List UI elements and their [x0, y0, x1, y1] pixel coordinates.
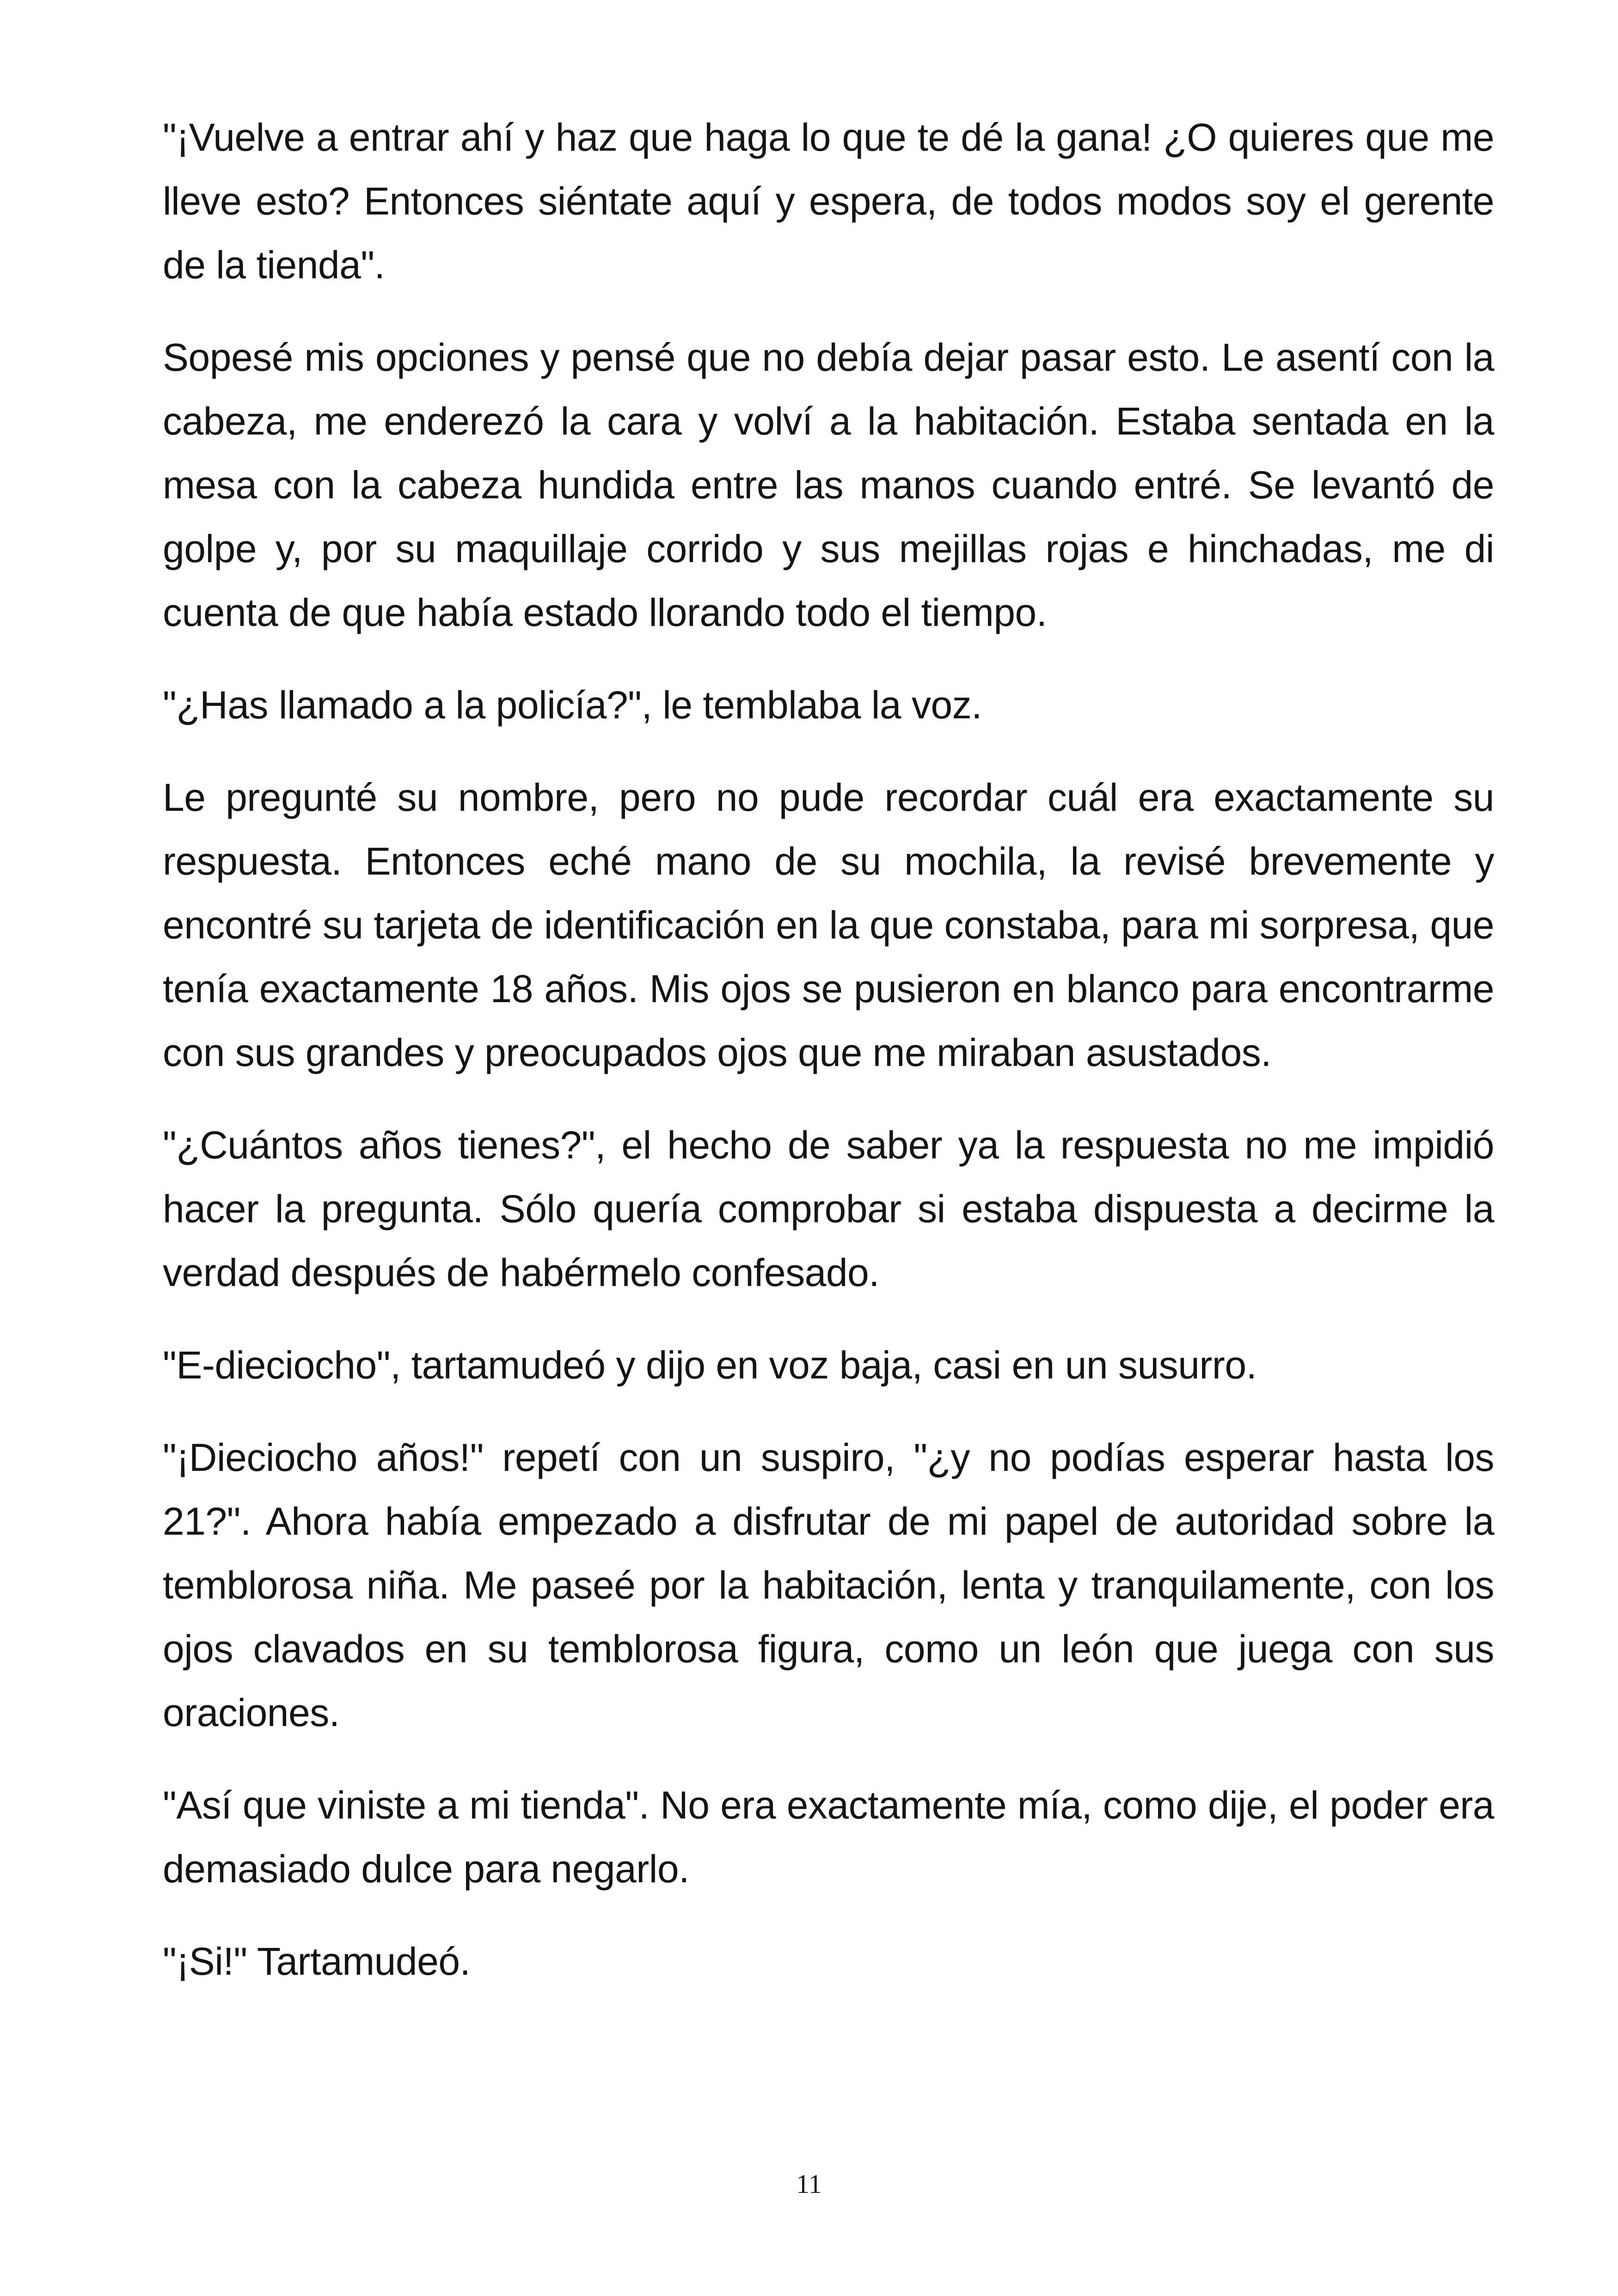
body-text: [163, 105, 1494, 2022]
paragraph-8: "Así que viniste a mi tienda". No era exactamente mía, como dije, el poder era demasiado dulce para negarlo.: [163, 1783, 1494, 1891]
paragraph-1: "¡Vuelve a entrar ahí y haz que haga lo que te dé la gana! ¿O quieres que me lleve esto? Entonces siéntate aquí y espera, de todos modos soy el gerente de la tienda".: [163, 116, 1494, 287]
paragraph-5: "¿Cuántos años tienes?", el hecho de saber ya la respuesta no me impidió hacer la pregunta. Sólo quería comprobar si estaba dispuesta a decirme la verdad después de habérmelo confesado.: [163, 1123, 1494, 1294]
page-number: 11: [796, 2169, 822, 2199]
paragraph-3: "¿Has llamado a la policía?", le temblaba la voz.: [163, 683, 982, 727]
paragraph-4: Le pregunté su nombre, pero no pude recordar cuál era exactamente su respuesta. Entonces eché mano de su mochila, la revisé brevemente y encontré su tarjeta de identificación en la que constaba, para mi sorpresa, que tenía exactamente 18 años. Mis ojos se pusieron en blanco para encontrarme con sus grandes y preocupados ojos que me miraban asustados.: [163, 776, 1494, 1074]
paragraph-2: Sopesé mis opciones y pensé que no debía dejar pasar esto. Le asentí con la cabeza, me enderezó la cara y volví a la habitación. Estaba sentada en la mesa con la cabeza hundida entre las manos cuando entré. Se levantó de golpe y, por su maquillaje corrido y sus mejillas rojas e hinchadas, me di cuenta de que había estado llorando todo el tiempo.: [163, 336, 1494, 634]
paragraph-7: "¡Dieciocho años!" repetí con un suspiro, "¿y no podías esperar hasta los 21?". Ahora había empezado a disfrutar de mi papel de autoridad sobre la temblorosa niña. Me paseé por la habitación, lenta y tranquilamente, con los ojos clavados en su temblorosa figura, como un león que juega con sus oraciones.: [163, 1436, 1494, 1734]
paragraph-6: "E-dieciocho", tartamudeó y dijo en voz baja, casi en un susurro.: [163, 1343, 1257, 1387]
paragraph-9: "¡Si!" Tartamudeó.: [163, 1940, 471, 1983]
